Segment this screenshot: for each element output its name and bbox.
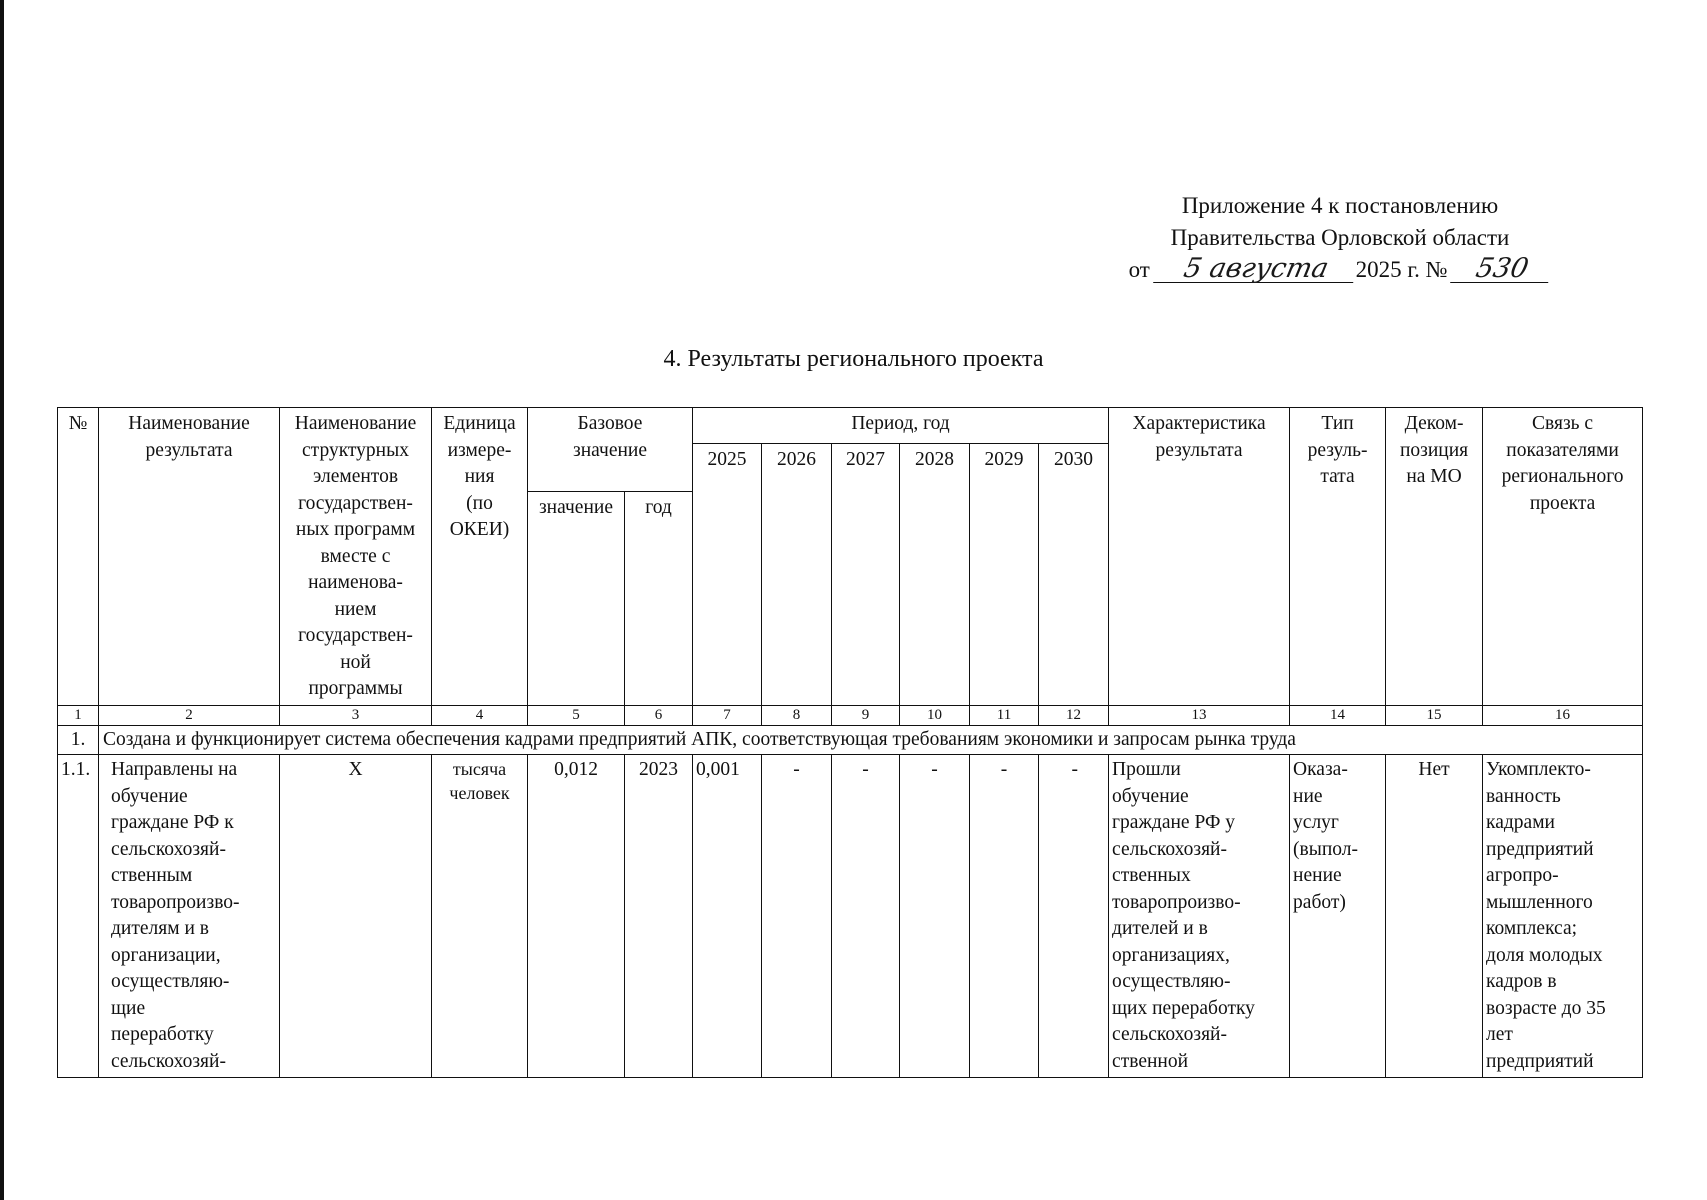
appendix-from-label: от [1128,257,1150,282]
row-characteristic: Прошли обучение граждане РФ у сельскохозяй- ственных товаропроизво- дителей и в организациях, осуществляю- щих переработку сельскохозяй- ственной [1109,755,1290,1078]
column-number: 2 [99,705,280,725]
appendix-date-line [1105,254,1575,286]
section-num: 1. [58,725,99,755]
header-decomposition: Деком- позиция на МО [1386,408,1483,706]
column-number: 15 [1386,705,1483,725]
header-year-2028: 2028 [900,444,970,706]
header-year-2026: 2026 [762,444,832,706]
row-type: Оказа- ние услуг (выпол- нение работ) [1290,755,1386,1078]
header-base-year-sub: год [625,491,693,705]
column-number: 5 [528,705,625,725]
page-title: 4. Результаты регионального проекта [663,346,1044,372]
section-row [58,725,1643,755]
handwritten-number: 530 [1451,256,1555,283]
row-unit: тысяча человек [432,755,528,1078]
column-number: 10 [900,705,970,725]
results-table [57,407,1643,1078]
appendix-line-1: Приложение 4 к постановлению [1181,193,1499,218]
row-value-2027: - [832,755,900,1078]
column-number: 12 [1039,705,1109,725]
column-number: 11 [970,705,1039,725]
appendix-header [1105,190,1575,286]
header-base-value: Базовое значение [528,408,693,492]
row-base-year: 2023 [625,755,693,1078]
header-struct-elements: Наименование структурных элементов государствен- ных программ вместе с наименова- нием государствен- ной программы [280,408,432,706]
row-value-2029: - [970,755,1039,1078]
section-title: Создана и функционирует система обеспечения кадрами предприятий АПК, соответствующая требованиям экономики и запросам рынка труда [99,725,1643,755]
row-value-2030: - [1039,755,1109,1078]
column-number: 13 [1109,705,1290,725]
header-year-2029: 2029 [970,444,1039,706]
header-num: № [58,408,99,706]
column-number: 16 [1483,705,1643,725]
column-number: 6 [625,705,693,725]
header-unit: Единица измере- ния (по ОКЕИ) [432,408,528,706]
header-year-2025: 2025 [693,444,762,706]
appendix-year-label: 2025 г. № [1355,257,1448,282]
header-period: Период, год [693,408,1109,444]
row-base-value: 0,012 [528,755,625,1078]
column-number: 4 [432,705,528,725]
row-result-name: Направлены на обучение граждане РФ к сельскохозяй- ственным товаропроизво- дителям и в организации, осуществляю- щие переработку сельскохозяй- [99,755,280,1078]
row-value-2025: 0,001 [693,755,762,1078]
column-number: 1 [58,705,99,725]
column-number: 9 [832,705,900,725]
column-number: 3 [280,705,432,725]
handwritten-date: 5 августа [1153,256,1359,283]
header-characteristic: Характеристика результата [1109,408,1290,706]
row-value-2026: - [762,755,832,1078]
header-year-2027: 2027 [832,444,900,706]
column-numbers-row [58,705,1643,725]
scan-left-edge [0,0,4,1200]
appendix-line-2: Правительства Орловской области [1170,225,1510,250]
column-number: 14 [1290,705,1386,725]
column-number: 7 [693,705,762,725]
row-struct: Х [280,755,432,1078]
header-year-2030: 2030 [1039,444,1109,706]
row-decomposition: Нет [1386,755,1483,1078]
row-num: 1.1. [58,755,99,1078]
row-value-2028: - [900,755,970,1078]
header-type: Тип резуль- тата [1290,408,1386,706]
header-link: Связь с показателями регионального проекта [1483,408,1643,706]
header-base-value-sub: значение [528,491,625,705]
row-link: Укомплекто- ванность кадрами предприятий агропро- мышленного комплекса; доля молодых кадров в возрасте до 35 лет предприятий [1483,755,1643,1078]
header-result-name: Наименование результата [99,408,280,706]
column-number: 8 [762,705,832,725]
table-row [58,755,1643,1078]
